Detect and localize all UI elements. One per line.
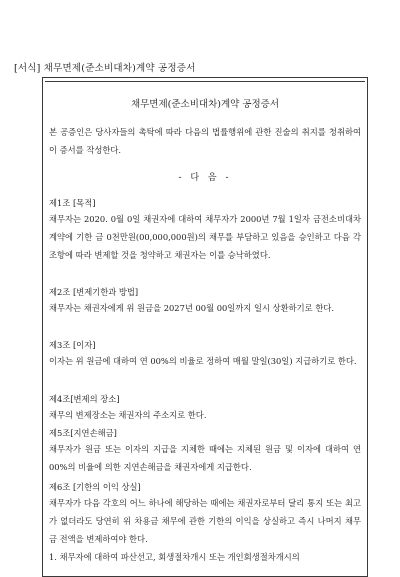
document-title: 채무면제(준소비대차)계약 공정증서 bbox=[130, 99, 280, 110]
article-3-heading: 제3조 [이자] bbox=[49, 340, 96, 350]
article-6-body: 채무자가 다음 각호의 어느 하나에 해당하는 때에는 채권자로부터 달리 통지 또는 최고가 없더라도 당연히 위 차용금 채무에 관한 기한의 이익을 상실하고 즉시 나머지 채무금 전액을 변제하여야 한다. bbox=[49, 498, 361, 544]
article-1-body: 채무자는 2020. 0월 0일 채권자에 대하여 채무자가 2000년 7월 1일자 금전소비대차계약에 기한 금 0천만원(00,000,000원)의 채무를 부담하고 있음을 승인하고 다음 각 조항에 따라 변제할 것을 청약하고 채권자는 이를 승낙하였다. bbox=[49, 214, 361, 260]
separator-heading: - 다 음 - bbox=[178, 173, 232, 183]
article-5-body: 채무자가 원금 또는 이자의 지급을 지체한 때에는 지체된 원금 및 이자에 대하여 연 00%의 비율에 의한 지연손해금을 채권자에게 지급한다. bbox=[49, 444, 361, 472]
article-3-body: 이자는 위 원금에 대하여 연 00%의 비율로 정하여 매월 말일(30일) 지급하기로 한다. bbox=[49, 356, 357, 366]
document-frame bbox=[42, 77, 368, 577]
article-1-heading: 제1조 [목적] bbox=[49, 198, 96, 208]
article-5-heading: 제5조[지연손해금] bbox=[49, 428, 117, 438]
article-4-body: 채무의 변제장소는 채권자의 주소지로 한다. bbox=[49, 410, 207, 420]
frame-inner-rule bbox=[45, 81, 365, 82]
intro-paragraph: 본 공증인은 당사자들의 촉탁에 따라 다음의 법률행위에 관한 진술의 취지를 청취하여 이 증서를 작성한다. bbox=[49, 127, 361, 155]
article-6-heading: 제6조 [기한의 이익 상실] bbox=[49, 482, 141, 492]
article-4-heading: 제4조[변제의 장소] bbox=[49, 394, 120, 404]
article-2-body: 채무자는 채권자에게 위 원금을 2027년 00월 00일까지 일시 상환하기로 한다. bbox=[49, 303, 335, 313]
list-item-1: 1. 채무자에 대하여 파산선고, 회생절차개시 또는 개인회생절차개시의 bbox=[49, 552, 300, 562]
article-2-heading: 제2조 [변제기한과 방법] bbox=[49, 287, 139, 297]
document-caption: [서식] 채무면제(준소비대차)계약 공정증서 bbox=[14, 63, 196, 74]
